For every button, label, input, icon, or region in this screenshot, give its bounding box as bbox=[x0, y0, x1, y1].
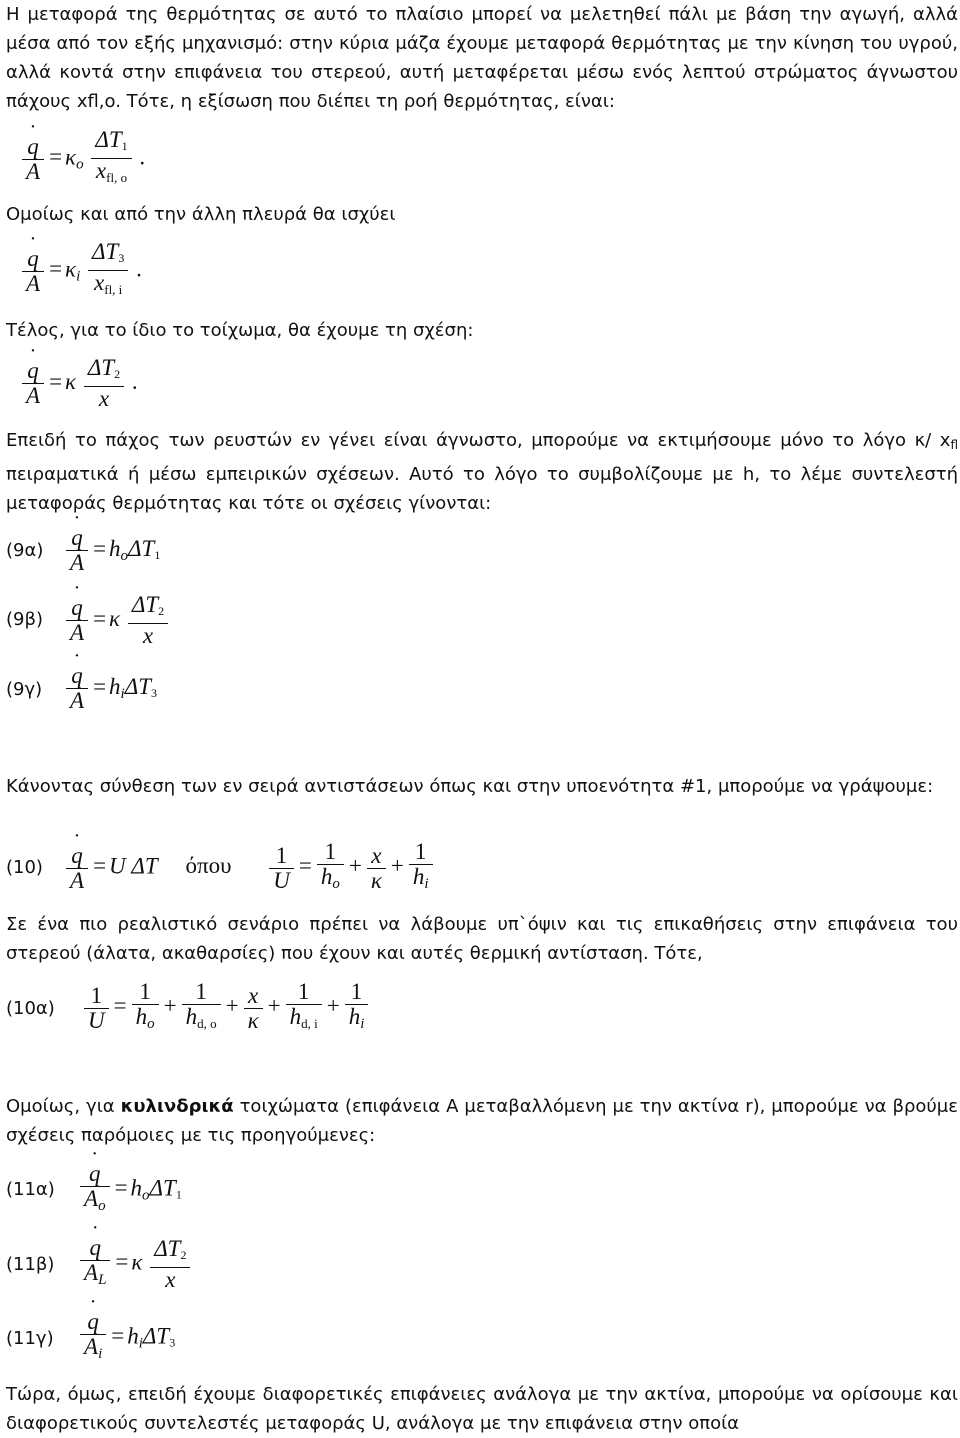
paragraph-cylindrical bbox=[6, 1092, 958, 1150]
equation-11c: ˙ $\frac{q}{Ai}$ = hiΔT3 bbox=[78, 1310, 175, 1366]
equation-10: ˙ $\frac{q}{A}$ = U ΔT όπου $\frac{1}{U}$ = $\frac{1}{ho}$ + $\frac{x}{\kappa}$ + $\frac{1}{hi}$ bbox=[64, 840, 435, 896]
equation-label-9c: (9γ) bbox=[6, 679, 43, 700]
equation-inner-film: ˙ $\frac{q}{A}$ = κi $\frac{\Delta T3}{x_{fl, i}}$ . bbox=[20, 240, 142, 302]
equation-label-11a: (11α) bbox=[6, 1179, 55, 1200]
paragraph-series-text: Κάνοντας σύνθεση των εν σειρά αντιστάσεων όπως και στην υποενότητα #1, μπορούμε να γράψουμε: bbox=[6, 776, 934, 797]
paragraph-fouling-text: Σε ένα πιο ρεαλιστικό σενάριο πρέπει να λάβουμε υπ`όψιν και τις επικαθήσεις στην επιφάνεια του στερεού (άλατα, ακαθαρσίες) που έχουν και αυτές θερμική αντίσταση. Τότε, bbox=[6, 914, 958, 964]
equation-label-9b: (9β) bbox=[6, 609, 43, 630]
paragraph-coefficient bbox=[6, 426, 958, 518]
paragraph-cylindrical-text: Ομοίως, για κυλινδρικά τοιχώματα (επιφάνεια A μεταβαλλόμενη με την ακτίνα r), μπορούμε να βρούμε σχέσεις παρόμοιες με τις προηγούμενες: bbox=[6, 1096, 958, 1146]
paragraph-coefficient-text: Επειδή το πάχος των ρευστών εν γένει είναι άγνωστο, μπορούμε να εκτιμήσουμε μόνο το λόγο κ/ xfl πειραματικά ή μέσω εμπειρικών σχέσεων. Αυτό το λόγο το συμβολίζουμε με h, το λέμε συντελεστή μεταφοράς θερμότητας και τότε οι σχέσεις γίνονται: bbox=[6, 430, 958, 514]
equation-outer-film: ˙ $\frac{q}{A}$ = κo $\frac{\Delta T1}{x_{fl, o}}$ . bbox=[20, 128, 145, 190]
paragraph-wall bbox=[6, 316, 958, 345]
equation-label-10a: (10α) bbox=[6, 998, 55, 1019]
equation-9a: ˙ $\frac{q}{A}$ = hoΔT1 bbox=[64, 526, 160, 575]
opou-word: όπου bbox=[185, 853, 232, 879]
paragraph-different-surfaces bbox=[6, 1380, 958, 1438]
equation-11a: ˙ $\frac{q}{Ao}$ = hoΔT1 bbox=[78, 1162, 182, 1218]
equation-label-10: (10) bbox=[6, 857, 43, 878]
equation-10a: $\frac{1}{U}$ = $\frac{1}{ho}$ + $\frac{1}{h_{d, o}}$ + $\frac{x}{\kappa}$ + $\frac{1}{h_{d, i}}$ + $\frac{1}{hi}$ bbox=[82, 980, 370, 1036]
paragraph-intro bbox=[6, 0, 958, 116]
paragraph-fouling bbox=[6, 910, 958, 968]
equation-9c: ˙ $\frac{q}{A}$ = hiΔT3 bbox=[64, 664, 157, 713]
equation-11b: ˙ $\frac{q}{AL}$ = κ $\frac{\Delta T2}{x}$ bbox=[78, 1236, 192, 1292]
paragraph-series bbox=[6, 772, 958, 801]
equation-label-11c: (11γ) bbox=[6, 1328, 54, 1349]
paragraph-wall-text: Τέλος, για το ίδιο το τοίχωμα, θα έχουμε τη σχέση: bbox=[6, 320, 474, 341]
paragraph-other-side-text: Ομοίως και από την άλλη πλευρά θα ισχύει bbox=[6, 204, 396, 225]
paragraph-different-surfaces-text: Τώρα, όμως, επειδή έχουμε διαφορετικές επιφάνειες ανάλογα με την ακτίνα, μπορούμε να ορίσουμε και διαφορετικούς συντελεστές μεταφοράς U, ανάλογα με την επιφάνεια στην οποία bbox=[6, 1384, 958, 1434]
paragraph-intro-text: Η μεταφορά της θερμότητας σε αυτό το πλαίσιο μπορεί να μελετηθεί πάλι με βάση την αγωγή, αλλά μέσα από τον εξής μηχανισμό: στην κύρια μάζα έχουμε μεταφορά θερμότητας με την κίνηση του υγρού, αλλά κοντά στην επιφάνεια του στερεού, αυτή μεταφέρεται μέσω ενός λεπτού στρώματος άγνωστου πάχους xfl,o. Τότε, η εξίσωση που διέπει τη ροή θερμότητας, είναι: bbox=[6, 4, 958, 112]
paragraph-other-side bbox=[6, 200, 958, 229]
equation-label-9a: (9α) bbox=[6, 540, 44, 561]
equation-label-11b: (11β) bbox=[6, 1254, 55, 1275]
equation-wall: ˙ $\frac{q}{A}$ = κ $\frac{\Delta T2}{x}$ . bbox=[20, 356, 138, 411]
equation-9b: ˙ $\frac{q}{A}$ = κ $\frac{\Delta T2}{x}$ bbox=[64, 593, 170, 648]
